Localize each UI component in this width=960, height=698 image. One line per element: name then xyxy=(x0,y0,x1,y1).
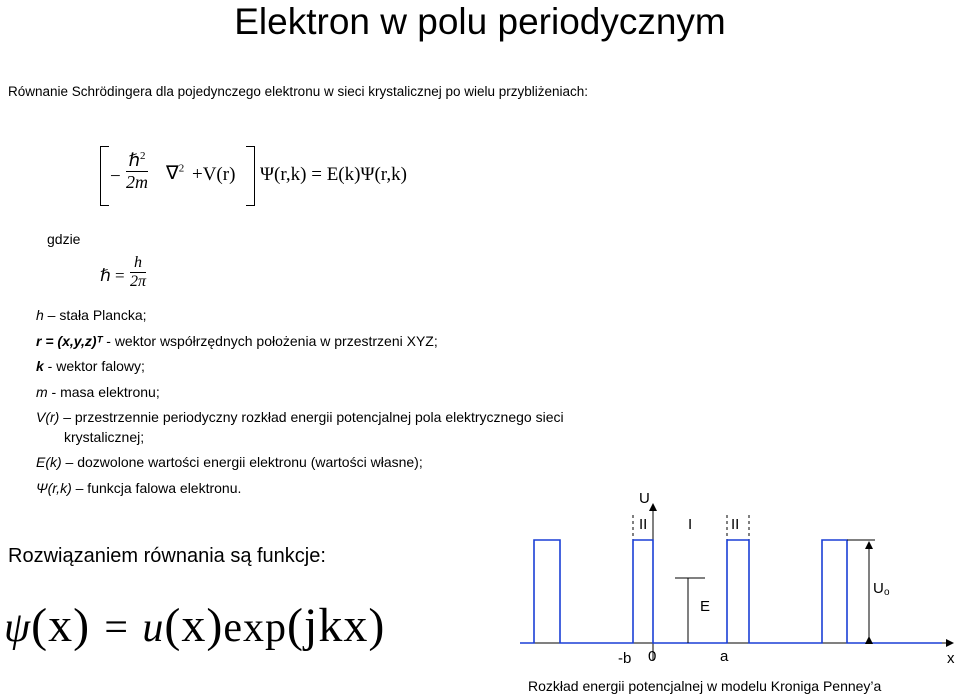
hbar-numerator: h xyxy=(134,254,142,271)
left-bracket xyxy=(100,146,109,206)
definition-symbol: h xyxy=(36,307,44,323)
region-label-i: I xyxy=(688,516,693,533)
definition-symbol: m xyxy=(36,383,48,400)
diagram-caption: Rozkład energii potencjalnej w modelu Kroniga Penney’a xyxy=(528,678,882,694)
page-title: Elektron w polu periodycznym xyxy=(234,1,726,42)
hbar-symbol: ℏ xyxy=(128,150,140,170)
hbar-lhs: ℏ = xyxy=(100,266,125,285)
exponent: 2 xyxy=(139,150,146,162)
nabla-exponent: 2 xyxy=(178,162,185,175)
definition-item xyxy=(36,380,656,406)
definition-text: - masa elektronu; xyxy=(47,383,160,400)
psi-symbol: ψ xyxy=(4,605,32,651)
psi-argument: (x) xyxy=(31,599,91,652)
uo-label: U xyxy=(873,580,884,597)
right-bracket xyxy=(246,146,255,206)
definition-item xyxy=(36,354,656,380)
kinetic-fraction xyxy=(126,150,148,193)
schrodinger-equation xyxy=(100,146,460,210)
intro-text: Równanie Schrödingera dla pojedynczego elektronu w sieci krystalicznej po wielu przybliżeniach: xyxy=(8,84,589,99)
definition-symbol: r = (x,y,z)ᵀ xyxy=(36,332,103,349)
definition-text: – funkcja falowa elektronu. xyxy=(71,479,242,496)
gdzie-label: gdzie xyxy=(47,231,81,247)
solution-text: Rozwiązaniem równania są funkcje: xyxy=(8,545,326,567)
u-argument: (x) xyxy=(164,599,224,652)
region-label-ii-right: II xyxy=(731,516,740,533)
definition-text: - wektor falowy; xyxy=(43,358,145,374)
definition-text: krystalicznej; xyxy=(64,428,145,445)
definition-symbol: V(r) xyxy=(36,409,60,425)
definition-item xyxy=(36,450,656,476)
uo-subscript: o xyxy=(884,587,890,598)
definition-symbol: E(k) xyxy=(36,454,62,470)
nabla-squared xyxy=(166,162,184,185)
hbar-denominator: 2π xyxy=(130,273,147,290)
tick-a: a xyxy=(720,648,729,665)
region-label-ii-left: II xyxy=(639,516,648,533)
hbar-fraction xyxy=(130,254,146,291)
definition-text: - wektor współrzędnych położenia w przestrzeni XYZ; xyxy=(102,332,438,349)
definitions-list xyxy=(36,303,684,501)
energy-label: E xyxy=(700,598,711,615)
axis-x-label: x xyxy=(947,650,955,667)
exp-argument: (jkx) xyxy=(287,599,386,652)
equation-rhs: Ψ(r,k) = E(k)Ψ(r,k) xyxy=(260,164,407,185)
tick-minus-b: -b xyxy=(618,650,632,667)
definition-text: – stała Plancka; xyxy=(43,307,147,323)
denominator: 2m xyxy=(126,172,148,192)
definition-item xyxy=(36,303,656,329)
potential-term: +V(r) xyxy=(192,164,236,185)
hbar-definition xyxy=(100,254,160,298)
tick-zero: 0 xyxy=(648,648,657,665)
equals-u: = u xyxy=(90,605,165,651)
definition-symbol: k xyxy=(36,358,44,374)
kronig-penney-diagram xyxy=(520,485,960,675)
exp-function: exp xyxy=(223,605,288,651)
nabla-symbol: ∇ xyxy=(166,163,179,184)
definition-symbol: Ψ(r,k) xyxy=(36,479,72,496)
minus-sign: − xyxy=(110,166,121,187)
definition-text: – dozwolone wartości energii elektronu (wartości własne); xyxy=(61,454,423,470)
axis-u-label: U xyxy=(639,490,650,507)
definition-item xyxy=(36,329,656,355)
definition-text: – przestrzennie periodyczny rozkład energii potencjalnej pola elektrycznego sieci xyxy=(59,409,564,425)
bloch-wave-equation xyxy=(4,598,385,653)
